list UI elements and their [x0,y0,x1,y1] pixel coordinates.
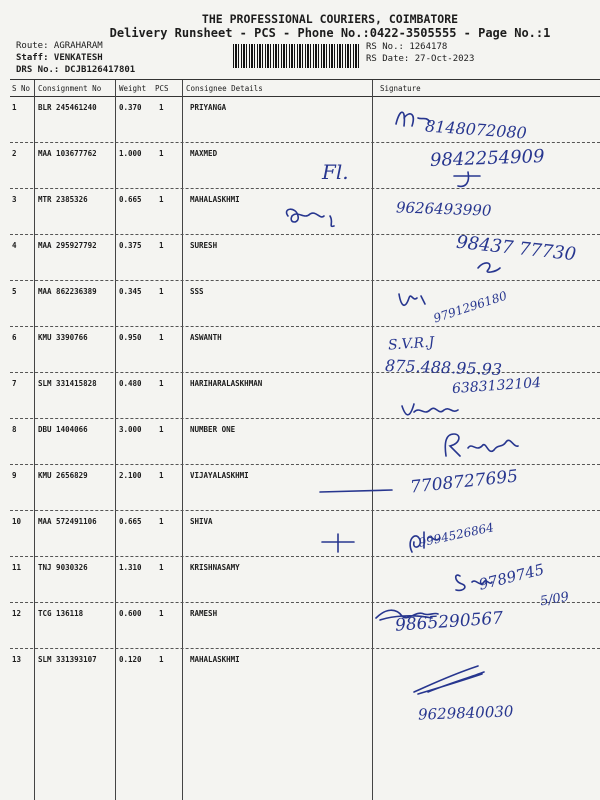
handwritten-phone: 9865290567 [394,608,504,636]
cell-weight: 0.665 [119,195,142,204]
cell-sno: 5 [12,287,17,296]
handwritten-phone: 875.488.95.93 [384,355,503,380]
cell-consignee: KRISHNASAMY [190,563,240,572]
cell-consignment: TNJ 9030326 [38,563,88,572]
table-row [0,603,600,649]
signature-scribble [408,662,488,698]
cell-pcs: 1 [159,379,164,388]
cell-consignee: NUMBER ONE [190,425,236,434]
rs-number: RS No.: 1264178 [366,42,448,52]
cell-consignment: SLM 331415828 [38,379,97,388]
cell-pcs: 1 [159,333,164,342]
cell-weight: 0.665 [119,517,142,526]
rs-date: RS Date: 27-Oct-2023 [366,54,475,64]
cell-consignment: TCG 136118 [38,609,84,618]
signature-scribble [316,486,396,498]
cell-consignment: MAA 862236389 [38,287,97,296]
cell-weight: 1.310 [119,563,142,572]
table-top-rule [10,79,600,80]
handwritten-phone: 9791296180 [431,288,509,326]
signature-scribble [398,398,468,424]
cell-consignee: RAMESH [190,609,218,618]
cell-pcs: 1 [159,425,164,434]
cell-sno: 10 [12,517,22,526]
cell-pcs: 1 [159,287,164,296]
cell-consignee: SURESH [190,241,218,250]
cell-sno: 4 [12,241,17,250]
cell-consignee: SHIVA [190,517,213,526]
cell-sno: 11 [12,563,22,572]
handwritten-phone: 9789745 [476,560,546,594]
col-header-signature: Signature [380,84,421,93]
cell-sno: 6 [12,333,17,342]
signature-scribble [474,258,504,276]
company-title: THE PROFESSIONAL COURIERS, COIMBATORE [201,12,459,26]
cell-consignee: MAXMED [190,149,218,158]
cell-sno: 13 [12,655,22,664]
cell-sno: 2 [12,149,17,158]
cell-weight: 0.600 [119,609,142,618]
handwritten-mark: Fl. [322,160,349,184]
table-row [0,649,600,695]
handwritten-phone: 9629840030 [417,702,514,724]
cell-sno: 8 [12,425,17,434]
cell-consignee: MAHALASKHMI [190,655,240,664]
col-header-sno: S No [12,84,31,93]
cell-consignee: VIJAYALASKHMI [190,471,249,480]
handwritten-phone: 98437 77730 [455,231,578,266]
cell-sno: 3 [12,195,17,204]
drs-number: DRS No.: DCJB126417801 [16,65,136,75]
handwritten-phone: 9842254909 [429,146,545,171]
cell-pcs: 1 [159,195,164,204]
cell-pcs: 1 [159,563,164,572]
signature-scribble [395,288,435,318]
staff-label: Staff: VENKATESH [16,53,103,63]
cell-sno: 12 [12,609,22,618]
col-header-consignment: Consignment No [38,84,102,93]
col-header-pcs: PCS [155,84,169,93]
cell-consignee: ASWANTH [190,333,222,342]
cell-pcs: 1 [159,103,164,112]
table-row [0,281,600,327]
cross-mark [318,530,358,554]
handwritten-name: S.V.R.J [387,334,435,354]
cell-consignment: DBU 1404066 [38,425,88,434]
cell-consignee: SSS [190,287,204,296]
handwritten-date: 5/09 [538,589,571,610]
cell-weight: 3.000 [119,425,142,434]
cell-pcs: 1 [159,655,164,664]
cell-consignment: SLM 331393107 [38,655,97,664]
handwritten-phone: 7708727695 [409,466,519,498]
cell-weight: 1.000 [119,149,142,158]
cell-consignment: MAA 103677762 [38,149,97,158]
col-header-consignee: Consignee Details [186,84,263,93]
cell-weight: 0.375 [119,241,142,250]
cell-pcs: 1 [159,609,164,618]
handwritten-phone: 9994526864 [417,520,495,550]
cell-pcs: 1 [159,149,164,158]
cell-pcs: 1 [159,241,164,250]
barcode [233,44,359,68]
route-label: Route: AGRAHARAM [16,41,103,51]
cell-weight: 0.345 [119,287,142,296]
handwritten-phone: 6383132104 [451,374,542,398]
cell-consignee: MAHALASKHMI [190,195,240,204]
cell-weight: 0.120 [119,655,142,664]
signature-scribble [450,168,490,190]
cell-weight: 0.950 [119,333,142,342]
handwritten-phone: 9626493990 [395,198,492,220]
table-row [0,327,600,373]
cell-weight: 2.100 [119,471,142,480]
cell-consignment: BLR 245461240 [38,103,97,112]
cell-weight: 0.480 [119,379,142,388]
cell-consignment: MAA 295927792 [38,241,97,250]
runsheet-subtitle: Delivery Runsheet - PCS - Phone No.:0422-3505555 - Page No.:1 [109,26,551,40]
cell-consignment: MAA 572491106 [38,517,97,526]
cell-sno: 9 [12,471,17,480]
cell-consignee: HARIHARALASKHMAN [190,379,263,388]
cell-weight: 0.370 [119,103,142,112]
cell-consignee: PRIYANGA [190,103,227,112]
col-header-weight: Weight [119,84,147,93]
table-row [0,511,600,557]
cell-consignment: MTR 2385326 [38,195,88,204]
cell-sno: 1 [12,103,17,112]
cell-sno: 7 [12,379,17,388]
cell-pcs: 1 [159,471,164,480]
signature-scribble [282,204,352,234]
cell-consignment: KMU 3390766 [38,333,88,342]
handwritten-phone: 8148072080 [424,116,528,143]
cell-pcs: 1 [159,517,164,526]
signature-scribble [438,428,538,462]
cell-consignment: KMU 2656829 [38,471,88,480]
